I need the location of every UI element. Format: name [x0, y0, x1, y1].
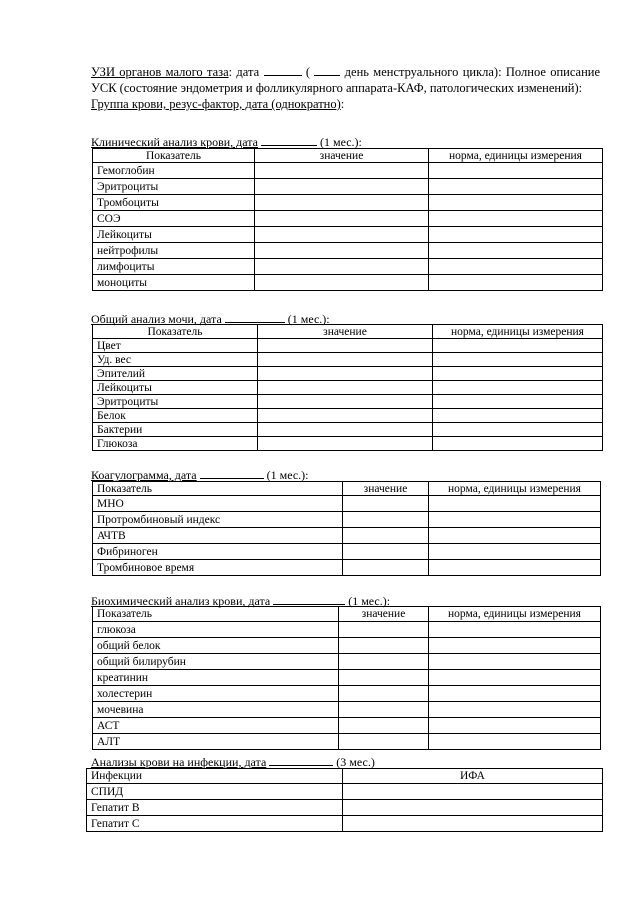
value-cell[interactable]: [343, 560, 429, 576]
table-row: [93, 496, 601, 512]
coag-heading: [91, 468, 309, 482]
table-row: [93, 275, 603, 291]
value-cell[interactable]: [339, 638, 429, 654]
indicator-cell: лимфоциты: [93, 259, 255, 275]
infect-heading: [91, 755, 375, 769]
value-cell[interactable]: [255, 195, 429, 211]
norm-cell[interactable]: [429, 528, 601, 544]
table-row: [87, 816, 603, 832]
value-cell[interactable]: [339, 670, 429, 686]
value-cell[interactable]: [339, 718, 429, 734]
table-row: [93, 339, 603, 353]
norm-cell[interactable]: [429, 702, 601, 718]
ifa-cell[interactable]: [343, 816, 603, 832]
value-cell[interactable]: [258, 395, 433, 409]
uzi-date-blank[interactable]: [264, 63, 302, 76]
value-cell[interactable]: [343, 528, 429, 544]
norm-cell[interactable]: [433, 423, 603, 437]
indicator-cell: Гепатит В: [87, 800, 343, 816]
value-cell[interactable]: [258, 437, 433, 451]
indicator-cell: Тромбоциты: [93, 195, 255, 211]
table-row: [93, 367, 603, 381]
value-cell[interactable]: [258, 381, 433, 395]
norm-cell[interactable]: [429, 243, 603, 259]
table-row: [93, 528, 601, 544]
norm-cell[interactable]: [429, 512, 601, 528]
col-norm: норма, единицы измерения: [429, 149, 603, 163]
indicator-cell: креатинин: [93, 670, 339, 686]
ifa-cell[interactable]: [343, 800, 603, 816]
indicator-cell: Уд. вес: [93, 353, 258, 367]
cycle-day-text: день менструального цикла):: [344, 65, 502, 79]
norm-cell[interactable]: [429, 227, 603, 243]
indicator-cell: Белок: [93, 409, 258, 423]
table-row: [93, 734, 601, 750]
indicator-cell: Лейкоциты: [93, 227, 255, 243]
indicator-cell: мочевина: [93, 702, 339, 718]
uzi-description: Полное описание УСК (состояние эндометрия и фолликулярного аппарата-КАФ, патологических изменений):: [91, 65, 601, 95]
table-row: [93, 654, 601, 670]
cycle-day-blank[interactable]: [314, 63, 340, 76]
norm-cell[interactable]: [433, 437, 603, 451]
norm-cell[interactable]: [429, 544, 601, 560]
value-cell[interactable]: [339, 654, 429, 670]
value-cell[interactable]: [339, 686, 429, 702]
indicator-cell: моноциты: [93, 275, 255, 291]
table-row: [93, 686, 601, 702]
table-row: [93, 718, 601, 734]
value-cell[interactable]: [258, 339, 433, 353]
uzi-date-label: : дата: [228, 65, 260, 79]
col-norm: норма, единицы измерения: [429, 607, 601, 622]
value-cell[interactable]: [255, 227, 429, 243]
indicator-cell: АСТ: [93, 718, 339, 734]
table-row: [93, 243, 603, 259]
norm-cell[interactable]: [429, 496, 601, 512]
norm-cell[interactable]: [429, 211, 603, 227]
col-value: значение: [258, 325, 433, 339]
table-row: [87, 800, 603, 816]
biochem-date-blank[interactable]: [273, 594, 345, 605]
table-row: [93, 560, 601, 576]
indicator-cell: АЧТВ: [93, 528, 343, 544]
urine-date-blank[interactable]: [225, 312, 285, 323]
col-norm: норма, единицы измерения: [429, 482, 601, 496]
value-cell[interactable]: [343, 512, 429, 528]
norm-cell[interactable]: [429, 275, 603, 291]
value-cell[interactable]: [339, 702, 429, 718]
uzi-paragraph: [91, 63, 600, 112]
indicator-cell: Бактерии: [93, 423, 258, 437]
biochem-table: [92, 606, 601, 750]
col-indicator: Показатель: [93, 607, 339, 622]
norm-cell[interactable]: [429, 163, 603, 179]
norm-cell[interactable]: [429, 718, 601, 734]
value-cell[interactable]: [339, 622, 429, 638]
table-row: [93, 163, 603, 179]
indicator-cell: общий билирубин: [93, 654, 339, 670]
value-cell[interactable]: [258, 353, 433, 367]
value-cell[interactable]: [255, 259, 429, 275]
clinical-period: (1 мес.):: [320, 135, 362, 149]
indicator-cell: Эпителий: [93, 367, 258, 381]
col-ifa: ИФА: [343, 769, 603, 784]
norm-cell[interactable]: [429, 622, 601, 638]
norm-cell[interactable]: [433, 395, 603, 409]
col-value: значение: [343, 482, 429, 496]
indicator-cell: СПИД: [87, 784, 343, 800]
table-row: [93, 409, 603, 423]
infect-title: Анализы крови на инфекции, дата: [91, 755, 267, 769]
indicator-cell: Гепатит С: [87, 816, 343, 832]
norm-cell[interactable]: [433, 339, 603, 353]
table-row: [93, 622, 601, 638]
indicator-cell: Тромбиновое время: [93, 560, 343, 576]
value-cell[interactable]: [343, 496, 429, 512]
clinical-date-blank[interactable]: [261, 135, 317, 146]
clinical-title: Клинический анализ крови, дата: [91, 135, 259, 149]
table-row: [93, 227, 603, 243]
indicator-cell: Гемоглобин: [93, 163, 255, 179]
col-indicator: Показатель: [93, 149, 255, 163]
norm-cell[interactable]: [433, 367, 603, 381]
table-row: [93, 702, 601, 718]
urine-period: (1 мес.):: [287, 312, 330, 326]
coag-date-blank[interactable]: [200, 468, 264, 479]
blood-group-colon: :: [340, 97, 345, 111]
col-infection: Инфекции: [87, 769, 343, 784]
table-row: [93, 353, 603, 367]
indicator-cell: СОЭ: [93, 211, 255, 227]
norm-cell[interactable]: [429, 560, 601, 576]
norm-cell[interactable]: [433, 409, 603, 423]
table-row: [93, 638, 601, 654]
norm-cell[interactable]: [429, 179, 603, 195]
infect-table: [86, 768, 603, 832]
indicator-cell: АЛТ: [93, 734, 339, 750]
urine-title: Общий анализ мочи, дата: [91, 312, 222, 326]
value-cell[interactable]: [258, 409, 433, 423]
norm-cell[interactable]: [429, 638, 601, 654]
table-row: [93, 437, 603, 451]
infect-period: (3 мес.): [336, 755, 375, 769]
norm-cell[interactable]: [429, 654, 601, 670]
urine-table: [92, 324, 603, 451]
norm-cell[interactable]: [429, 734, 601, 750]
table-row: [93, 211, 603, 227]
indicator-cell: глюкоза: [93, 622, 339, 638]
norm-cell[interactable]: [429, 195, 603, 211]
table-row: [93, 544, 601, 560]
biochem-title: Биохимический анализ крови, дата: [91, 594, 271, 608]
table-row: [93, 259, 603, 275]
indicator-cell: Фибриноген: [93, 544, 343, 560]
value-cell[interactable]: [258, 423, 433, 437]
coag-table: [92, 481, 601, 576]
clinical-table: [92, 148, 603, 291]
value-cell[interactable]: [255, 179, 429, 195]
value-cell[interactable]: [255, 163, 429, 179]
col-indicator: Показатель: [93, 325, 258, 339]
norm-cell[interactable]: [429, 670, 601, 686]
clinical-heading: [91, 135, 362, 149]
norm-cell[interactable]: [429, 259, 603, 275]
table-row: [93, 381, 603, 395]
indicator-cell: нейтрофилы: [93, 243, 255, 259]
table-row: [93, 195, 603, 211]
infect-date-blank[interactable]: [269, 755, 333, 766]
biochem-period: (1 мес.):: [348, 594, 391, 608]
indicator-cell: Лейкоциты: [93, 381, 258, 395]
norm-cell[interactable]: [433, 381, 603, 395]
value-cell[interactable]: [343, 544, 429, 560]
value-cell[interactable]: [258, 367, 433, 381]
value-cell[interactable]: [339, 734, 429, 750]
col-value: значение: [255, 149, 429, 163]
indicator-cell: холестерин: [93, 686, 339, 702]
value-cell[interactable]: [255, 275, 429, 291]
indicator-cell: МНО: [93, 496, 343, 512]
value-cell[interactable]: [255, 243, 429, 259]
indicator-cell: Цвет: [93, 339, 258, 353]
uzi-title: УЗИ органов малого таза: [91, 65, 229, 79]
uzi-paren: (: [305, 65, 311, 79]
indicator-cell: Эритроциты: [93, 179, 255, 195]
table-row: [87, 784, 603, 800]
table-row: [93, 670, 601, 686]
indicator-cell: Эритроциты: [93, 395, 258, 409]
indicator-cell: Глюкоза: [93, 437, 258, 451]
norm-cell[interactable]: [433, 353, 603, 367]
indicator-cell: общий белок: [93, 638, 339, 654]
table-row: [93, 512, 601, 528]
table-row: [93, 395, 603, 409]
col-indicator: Показатель: [93, 482, 343, 496]
indicator-cell: Протромбиновый индекс: [93, 512, 343, 528]
table-row: [93, 423, 603, 437]
norm-cell[interactable]: [429, 686, 601, 702]
ifa-cell[interactable]: [343, 784, 603, 800]
col-norm: норма, единицы измерения: [433, 325, 603, 339]
value-cell[interactable]: [255, 211, 429, 227]
col-value: значение: [339, 607, 429, 622]
blood-group-label: Группа крови, резус-фактор, дата (однократно): [91, 97, 341, 111]
coag-title: Коагулограмма, дата: [91, 468, 197, 482]
coag-period: (1 мес.):: [266, 468, 309, 482]
table-row: [93, 179, 603, 195]
